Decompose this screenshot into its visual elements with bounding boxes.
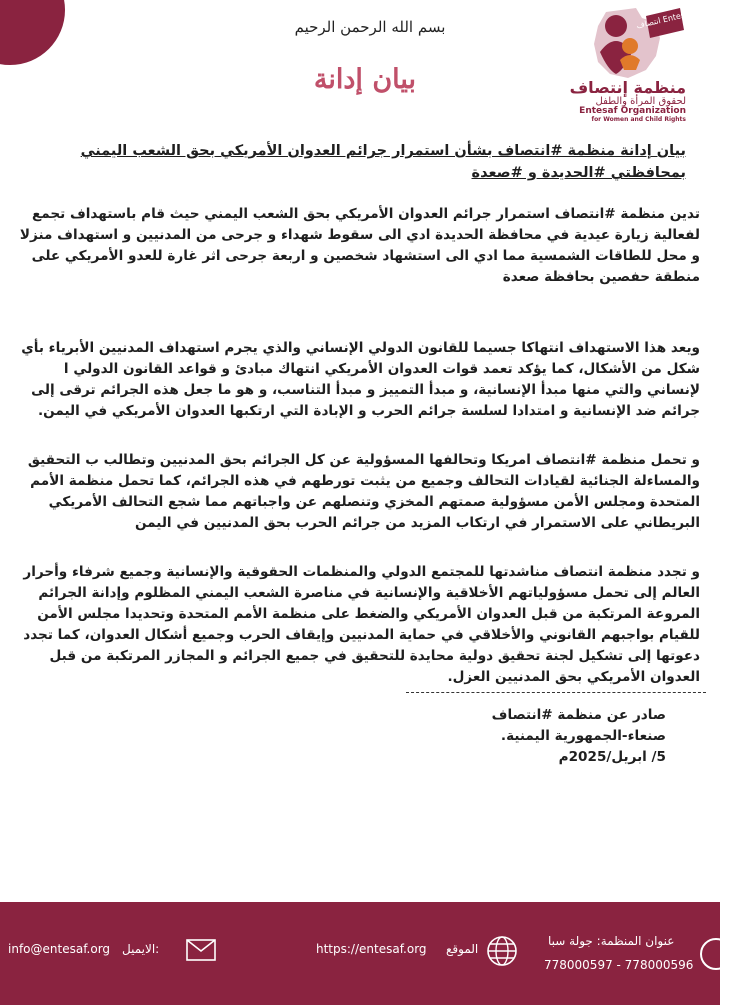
logo-arabic-subtitle: لحقوق المرأة والطفل <box>595 95 686 107</box>
signature-issuer: صادر عن منظمة #انتصاف <box>491 707 666 723</box>
statement-subject: بيان إدانة منظمة #انتصاف بشأن استمرار جرائم العدوان الأمريكي بحق الشعب اليمني بمحافظتي #الحديدة و #صعدة <box>80 143 686 181</box>
logo-badge-text: انتصاف Entesaf <box>635 8 694 31</box>
signature-date: 5/ ابريل/2025م <box>558 749 666 765</box>
page-title: بيان إدانة <box>313 64 417 95</box>
location-icon <box>700 938 732 970</box>
mail-icon <box>186 938 216 965</box>
logo-english-name: Entesaf Organization <box>579 106 686 117</box>
paragraph-appeal: و تجدد منظمة انتصاف مناشدتها للمجتمع الدولي والمنظمات الحقوقية والإنسانية وجميع شرفاء وأحرار العالم إلى تحمل مسؤولياتهم الأخلاقية والإنسانية في مناصرة الشعب اليمني المظلوم وإدانة الجرائم المروعة المرتكبة من قبل العدوان الأمريكي والضغط على منظمة الأمم المتحدة وتحديدا مجلس الأمن للقيام بواجبهم القانوني والأخلاقي في حماية المدنيين وإيقاف الحرب وجميع أشكال العدوان، كما تجدد دعوتها إلى تشكيل لجنة تحقيق دولية محايدة للتحقيق في جميع الجرائم و المجازر المرتكبة من قبل العدوان الأمريكي بحق المدنيين العزل. <box>23 564 700 685</box>
globe-icon <box>486 935 518 970</box>
basmala: بسم الله الرحمن الرحيم <box>294 18 446 36</box>
footer <box>0 902 720 1005</box>
statement-body <box>18 140 706 768</box>
footer-phones: 778000597 - 778000596 <box>544 958 694 972</box>
paragraph-responsibility: و تحمل منظمة #انتصاف امريكا وتحالفها المسؤولية عن كل الجرائم بحق المدنيين وتطالب ب التحقيق والمساءلة الجنائية لقيادات التحالف وجميع من يثبت تورطهم في هذه الجرائم، كما تحمل منظمة الأمم المتحدة ومجلس الأمن مسؤولية صمتهم المخزي وتنصلهم عن واجباتهم مما شجع التحالف الأمريكي البريطاني على الاستمرار في ارتكاب المزيد من جرائم الحرب بحق المدنيين في اليمن <box>27 452 700 531</box>
footer-website-label: الموقع <box>446 942 479 956</box>
logo-english-subtitle: for Women and Child Rights <box>591 115 686 123</box>
paragraph-condemnation: تدين منظمة #انتصاف استمرار جرائم العدوان الأمريكي بحق الشعب اليمني حيث قام باستهداف تجمع لفعالية زيارة عيدية في محافظة الحديدة ادي الى سقوط شهداء و جرحى من المدنيين و استهداف منزلا و محل للطاقات الشمسية مما ادي الى استشهاد شخصين و اربعة جرحى اثر غارة للعدو الأمريكي على منطقة حفصين بحافظة صعدة <box>19 206 700 285</box>
logo-text <box>568 80 686 123</box>
paragraph-legal: ويعد هذا الاستهداف انتهاكا جسيما للقانون الدولي الإنساني والذي يجرم استهداف المدنيين الأبرياء بأي شكل من الأشكال، كما يؤكد تعمد قوات العدوان الأمريكي انتهاك مبادئ و قواعد القانون الدولي ا لإنساني والتي منها مبدأ الإنسانية، و مبدأ التمييز و مبدأ التناسب، و هو ما جعل هذه الجرائم ترقى إلى جرائم ضد الإنسانية و امتدادا لسلسة جرائم الحرب و الإبادة التي ارتكبها العدوان الأمريكي في اليمن. <box>21 340 700 419</box>
footer-email-label: الايميل: <box>122 942 160 956</box>
footer-address: عنوان المنظمة: جولة سبا <box>548 934 675 948</box>
logo-arabic-name: منظمة إنتصاف <box>569 78 686 97</box>
footer-email[interactable]: info@entesaf.org <box>8 942 111 956</box>
divider <box>406 692 706 693</box>
signature-location: صنعاء-الجمهورية اليمنية. <box>500 728 666 744</box>
organization-logo <box>569 4 694 132</box>
corner-decoration <box>0 0 65 65</box>
footer-website[interactable]: https://entesaf.org <box>316 942 427 956</box>
logo-emblem-icon <box>576 4 694 82</box>
